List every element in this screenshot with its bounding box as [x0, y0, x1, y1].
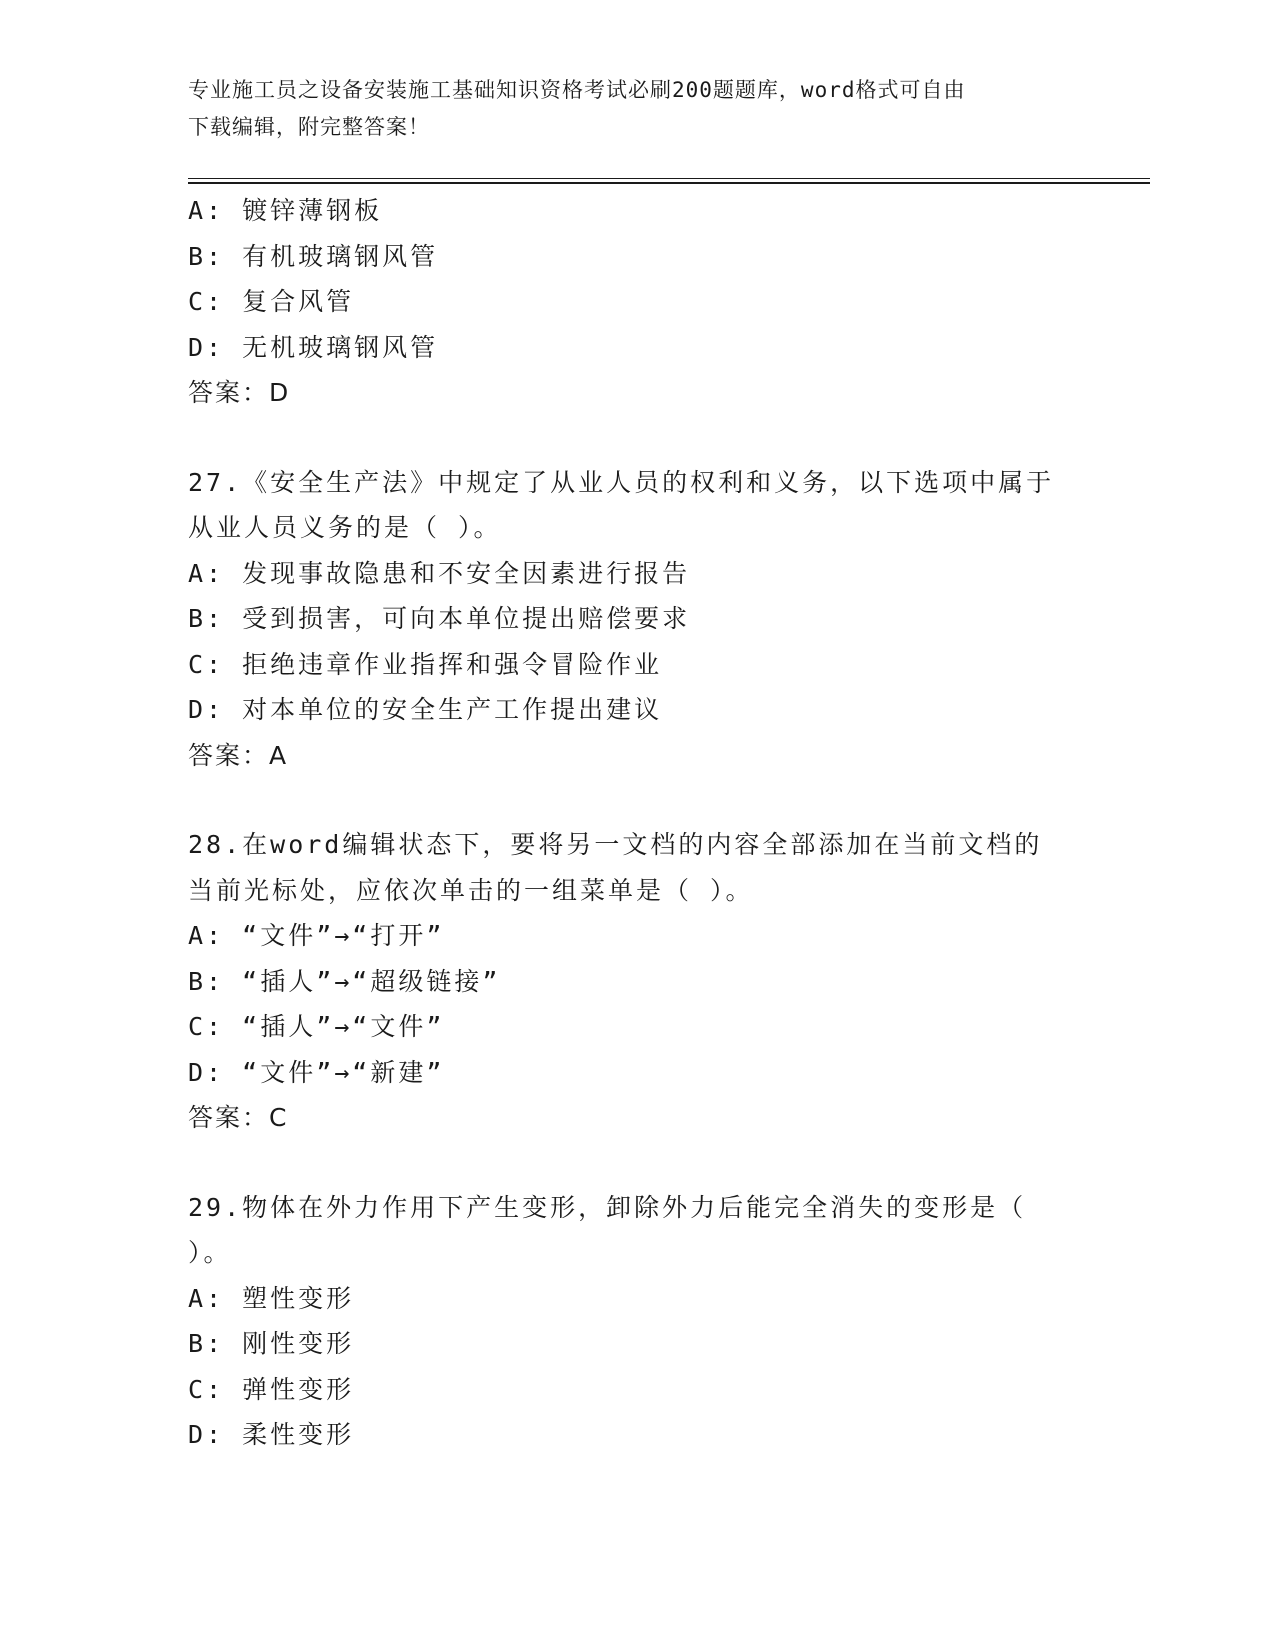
question-stem-line-1: 29.物体在外力作用下产生变形，卸除外力后能完全消失的变形是（ [188, 1192, 1027, 1222]
question-27 [188, 460, 1088, 779]
option-d: D: “文件”→“新建” [188, 1057, 445, 1087]
spacer [188, 1141, 1088, 1185]
header-divider-thin [188, 178, 1150, 179]
question-28 [188, 822, 1088, 1141]
question-stem-line-1: 27.《安全生产法》中规定了从业人员的权利和义务，以下选项中属于 [188, 467, 1055, 497]
option-a: A: 塑性变形 [188, 1283, 355, 1313]
option-b: B: 有机玻璃钢风管 [188, 241, 439, 271]
option-a: A: “文件”→“打开” [188, 921, 445, 950]
question-29 [188, 1185, 1088, 1458]
option-d: D: 无机玻璃钢风管 [188, 332, 439, 362]
question-list [188, 188, 1088, 1458]
option-b: B: 刚性变形 [188, 1329, 355, 1358]
answer-line: 答案：C [188, 1103, 289, 1132]
option-a: A: 镀锌薄钢板 [188, 196, 383, 225]
option-c: C: “插人”→“文件” [188, 1012, 445, 1041]
document-header [188, 72, 1068, 146]
spacer [188, 778, 1088, 822]
answer-line: 答案：D [188, 378, 291, 407]
spacer [188, 416, 1088, 460]
question-26 [188, 188, 1088, 416]
option-a: A: 发现事故隐患和不安全因素进行报告 [188, 558, 691, 588]
option-c: C: 弹性变形 [188, 1374, 355, 1404]
header-divider-thick [188, 182, 1150, 184]
option-b: B: 受到损害，可向本单位提出赔偿要求 [188, 604, 691, 633]
header-line-1: 专业施工员之设备安装施工基础知识资格考试必刷200题题库，word格式可自由 [188, 78, 966, 102]
option-c: C: 复合风管 [188, 287, 355, 316]
answer-line: 答案：A [188, 740, 289, 770]
question-stem-line-2: ）。 [188, 1238, 232, 1267]
question-stem-line-1: 28.在word编辑状态下，要将另一文档的内容全部添加在当前文档的 [188, 830, 1043, 859]
option-d: D: 对本单位的安全生产工作提出建议 [188, 695, 663, 724]
question-stem-line-2: 当前光标处，应依次单击的一组菜单是（ ）。 [188, 875, 754, 905]
option-b: B: “插人”→“超级链接” [188, 966, 501, 996]
header-line-2: 下载编辑，附完整答案！ [188, 115, 430, 139]
option-c: C: 拒绝违章作业指挥和强令冒险作业 [188, 649, 663, 679]
question-stem-line-2: 从业人员义务的是（ ）。 [188, 513, 502, 542]
option-d: D: 柔性变形 [188, 1420, 355, 1449]
